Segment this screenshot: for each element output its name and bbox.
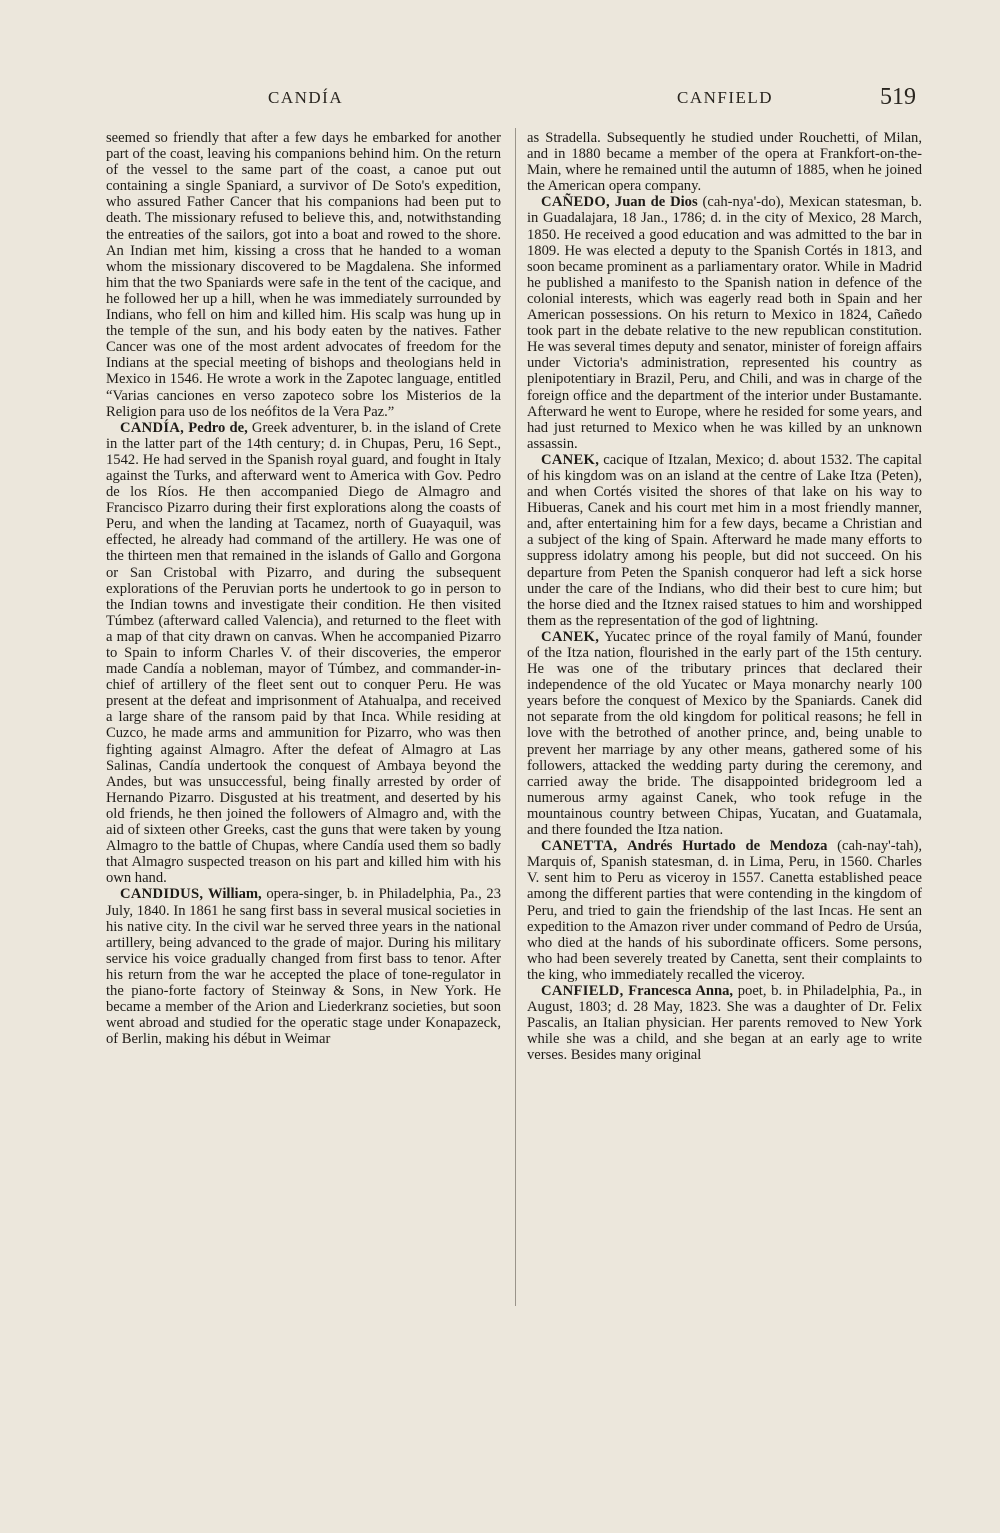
right-column [527,130,922,1063]
column-divider [515,128,516,1306]
entry-text: (cah-nya'-do), Mexican statesman, b. in Guadalajara, 18 Jan., 1786; d. in the city of Mexico, 28 March, 1850. He received a good education and was admitted to the bar in 1809. He was elected a deputy to the Spanish Cortés in 1813, and soon became prominent as a parliamentary orator. While in Madrid he published a manifesto to the Spanish nation in defence of the colonial interests, which was eagerly read both in Spain and her American possessions. On his return to Mexico in 1824, Cañedo took part in the debate relative to the new republican constitution. He was several times deputy and senator, minister of foreign affairs under Victoria's administration, represented his country as plenipotentiary in Brazil, Peru, and Chili, and was in charge of the foreign office and the department of the interior under Bustamante. Afterward he went to Europe, where he resided for some years, and had just returned to Mexico when he was killed by an unknown assassin. [527,194,922,452]
entry-headword: CANDIDUS, [120,886,204,903]
entry-text: seemed so friendly that after a few days he embarked for another part of the coast, leaving his companions behind him. On the return of the vessel to the same part of the coast, a canoe put out containing a single Spaniard, a survivor of De Soto's expedition, who assured Father Cancer that his companions had been put to death. The missionary refused to believe this, and, notwithstanding the entreaties of the sailors, got into a boat and rowed to the shore. An Indian met him, kissing a cross that he handed to a woman whom the missionary discovered to be Magdalena. She informed him that the two Spaniards were safe in the tent of the cacique, and he followed her up a hill, when he was immediately surrounded by Indians, who fell on him and killed him. His scalp was hung up in the temple of the sun, and his body eaten by the natives. Father Cancer was one of the most ardent advocates of freedom for the Indians at the special meeting of bishops and theologians held in Mexico in 1546. He wrote a work in the Zapotec language, entitled “Varias canciones en verso zapoteco sobre los Misterios de la Religion para uso de los neófitos de la Vera Paz.” [106,130,501,420]
entry-name: Pedro de, [188,419,248,436]
entry-text: poet, b. in Philadelphia, Pa., in August, 1803; d. 28 May, 1823. She was a daughter of Dr. Felix Pascalis, an Italian physician. Her parents removed to New York while she was a child, and she began at an early age to write verses. Besides many original [527,982,922,1064]
entry-text: cacique of Itzalan, Mexico; d. about 1532. The capital of his kingdom was on an island at the centre of Lake Itza (Peten), and when Cortés visited the shores of that lake on his way to Hibueras, Canek and his court met him in a most friendly manner, and, after entertaining him for a few days, became a Christian and a subject of the king of Spain. Afterward he made many efforts to suppress idolatry among his people, but did not succeed. On his departure from Peten the Spanish conqueror had left a sick horse under the care of the Indians, who did their best to cure him; but the horse died and the Itznex raised statues to him and worshipped them as the representation of the god of lightning. [527,451,922,629]
entry-canetta [527,838,922,983]
entry-headword: CANEK, [541,628,600,645]
entry-continuation [106,130,501,420]
entry-name: William, [208,886,262,903]
entry-text: Yucatec prince of the royal family of Manú, founder of the Itza nation, flourished in the early part of the 15th century. He was one of the tributary princes that declared their independence of the old Yucatec or Maya monarchy nearly 100 years before the conquest of Mexico by the Spaniards. Canek did not separate from the old kingdom for political reasons; he fell in love with the betrothed of another prince, and, being unable to prevent her marriage by any other means, gathered some of his followers, attacked the wedding party during the ceremony, and carried away the bride. The disappointed bridegroom led a numerous army against Canek, who took refuge in the mountainous country between Chipas, Yucatan, and Guatamala, and there founded the Itza nation. [527,628,922,839]
entry-canfield [527,983,922,1063]
entry-text: as Stradella. Subsequently he studied under Rouchetti, of Milan, and in 1880 became a member of the opera at Frankfort-on-the-Main, where he remained until the autumn of 1885, when he joined the American opera company. [527,130,922,195]
entry-headword: CANDÍA, [120,419,185,436]
entry-headword: CANEK, [541,451,600,468]
entry-name: Francesca Anna, [628,982,734,999]
entry-candidus [106,886,501,1047]
page-number: 519 [880,84,916,110]
entry-text: opera-singer, b. in Philadelphia, Pa., 23 July, 1840. In 1861 he sang first bass in several musical societies in his native city. In the civil war he served three years in the national artillery, being advanced to the grade of major. During his military service his voice gradually changed from first bass to tenor. After his return from the war he accepted the place of tone-regulator in the piano-forte factory of Steinway & Sons, in New York. He became a member of the Arion and Liederkranz societies, but soon went abroad and studied for the operatic stage under Konapazeck, of Berlin, making his début in Weimar [106,886,501,1048]
left-column [106,130,501,1047]
entry-candia [106,420,501,887]
entry-text: Greek adventurer, b. in the island of Crete in the latter part of the 14th century; d. in Chupas, Peru, 16 Sept., 1542. He had served in the Spanish royal guard, and fought in Italy against the Turks, and afterward went to America with Gov. Pedro de los Ríos. He then accompanied Diego de Almagro and Francisco Pizarro during their first explorations along the coasts of Peru, and when the landing at Tacamez, north of Guayaquil, was effected, he already had command of the artillery. He was one of the thirteen men that remained in the islands of Gallo and Gorgona or San Cristobal with Pizarro, and during the subsequent explorations of the Peruvian ports he undertook to go in person to the Indian towns and investigate their condition. He then visited Túmbez (afterward called Valencia), and returned to the fleet with a map of that city drawn on canvas. When he accompanied Pizarro to Spain to inform Charles V. of their discoveries, the emperor made Candía a nobleman, mayor of Túmbez, and commander-in-chief of artillery of the fleet sent out to conquer Peru. He was present at the defeat and imprisonment of Atahualpa, and received a large share of the ransom paid by that Inca. While residing at Cuzco, he made arms and ammunition for Pizarro, who was then fighting against Almagro. After the defeat of Almagro at Las Salinas, Candía undertook the conquest of Ambaya beyond the Andes, but was unsuccessful, being finally arrested by order of Hernando Pizarro. Disgusted at his treatment, and deserted by his old friends, he then joined the followers of Almagro and, with the aid of sixteen other Greeks, cast the guns that were taken by young Almagro to the battle of Chupas, where Candía used them so badly that Almagro suspected treason on his part and killed him with his own hand. [106,419,501,887]
entry-continuation [527,130,922,194]
entry-canek-prince [527,629,922,838]
entry-name: Andrés Hurtado de Mendoza [627,838,828,855]
entry-text: (cah-nay'-tah), Marquis of, Spanish statesman, d. in Lima, Peru, in 1560. Charles V. sent him to Peru as viceroy in 1557. Canetta established peace among the different parties that were contending in the kingdom of Peru, and tried to gain the friendship of the last Incas. He sent an expedition to the Amazon river under command of Pedro de Ursúa, who died at the hands of his subordinate officers. Some persons, who had been severely treated by Canetta, sent their complaints to the king, who immediately recalled the viceroy. [527,838,922,983]
entry-canek-cacique [527,452,922,629]
entry-name: Juan de Dios [614,194,698,211]
entry-canedo [527,194,922,452]
running-head-right: CANFIELD [677,88,774,107]
entry-headword: CAÑEDO, [541,194,610,211]
running-head-left: CANDÍA [268,88,344,107]
entry-headword: CANETTA, [541,838,618,855]
entry-headword: CANFIELD, [541,982,624,999]
